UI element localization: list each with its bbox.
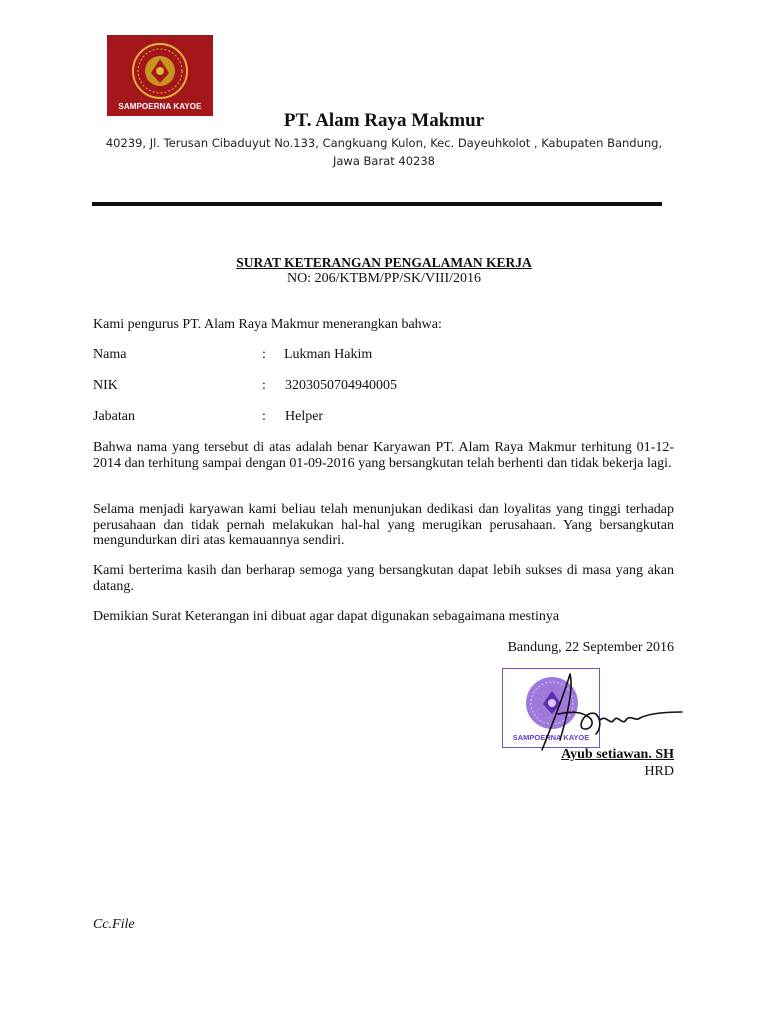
stamp-text: SAMPOERNA KAYOE: [512, 733, 590, 742]
letter-number: NO: 206/KTBM/PP/SK/VIII/2016: [286, 271, 482, 286]
header-divider: [92, 202, 662, 206]
intro-text: Kami pengurus PT. Alam Raya Makmur menerangkan bahwa:: [93, 317, 442, 332]
field-colon: :: [262, 347, 266, 362]
signer-title: HRD: [644, 764, 674, 779]
paragraph-employment-period: Bahwa nama yang tersebut di atas adalah benar Karyawan PT. Alam Raya Makmur terhitung 01-12-2014 dan terhitung sampai dengan 01-09-2016 yang bersangkutan telah berhenti dan tidak bekerja lagi.: [93, 440, 674, 471]
field-colon: :: [262, 409, 266, 424]
paragraph-dedication: Selama menjadi karyawan kami beliau telah menunjukan dedikasi dan loyalitas yang tinggi terhadap perusahaan dan tidak pernah melakukan hal-hal yang merugikan perusahaan. Yang bersangkutan mengundurkan diri atas kemauannya sendiri.: [93, 502, 674, 548]
paragraph-thanks: Kami berterima kasih dan berharap semoga yang bersangkutan dapat lebih sukses di masa yang akan datang.: [93, 563, 674, 594]
logo-text: SAMPOERNA KAYOE: [118, 102, 202, 111]
field-value-nama: Lukman Hakim: [284, 347, 373, 362]
place-date: Bandung, 22 September 2016: [507, 640, 674, 655]
letter-title: SURAT KETERANGAN PENGALAMAN KERJA: [236, 255, 532, 270]
field-value-nik: 3203050704940005: [285, 378, 397, 393]
field-label-nik: NIK: [93, 378, 118, 393]
field-label-jabatan: Jabatan: [93, 409, 135, 424]
field-label-nama: Nama: [93, 347, 127, 362]
signature-image: [530, 670, 685, 755]
field-colon: :: [262, 378, 266, 393]
field-value-jabatan: Helper: [285, 409, 324, 424]
company-name: PT. Alam Raya Makmur: [283, 110, 485, 131]
address-line-1: 40239, Jl. Terusan Cibaduyut No.133, Cangkuang Kulon, Kec. Dayeuhkolot , Kabupaten Bandung,: [105, 136, 663, 150]
paragraph-closing: Demikian Surat Keterangan ini dibuat agar dapat digunakan sebagaimana mestinya: [93, 609, 560, 624]
signer-name: Ayub setiawan. SH: [561, 747, 674, 762]
company-logo: [107, 35, 213, 116]
address-line-2: Jawa Barat 40238: [332, 154, 435, 168]
cc-note: Cc.File: [93, 917, 135, 932]
company-address: [100, 134, 668, 170]
